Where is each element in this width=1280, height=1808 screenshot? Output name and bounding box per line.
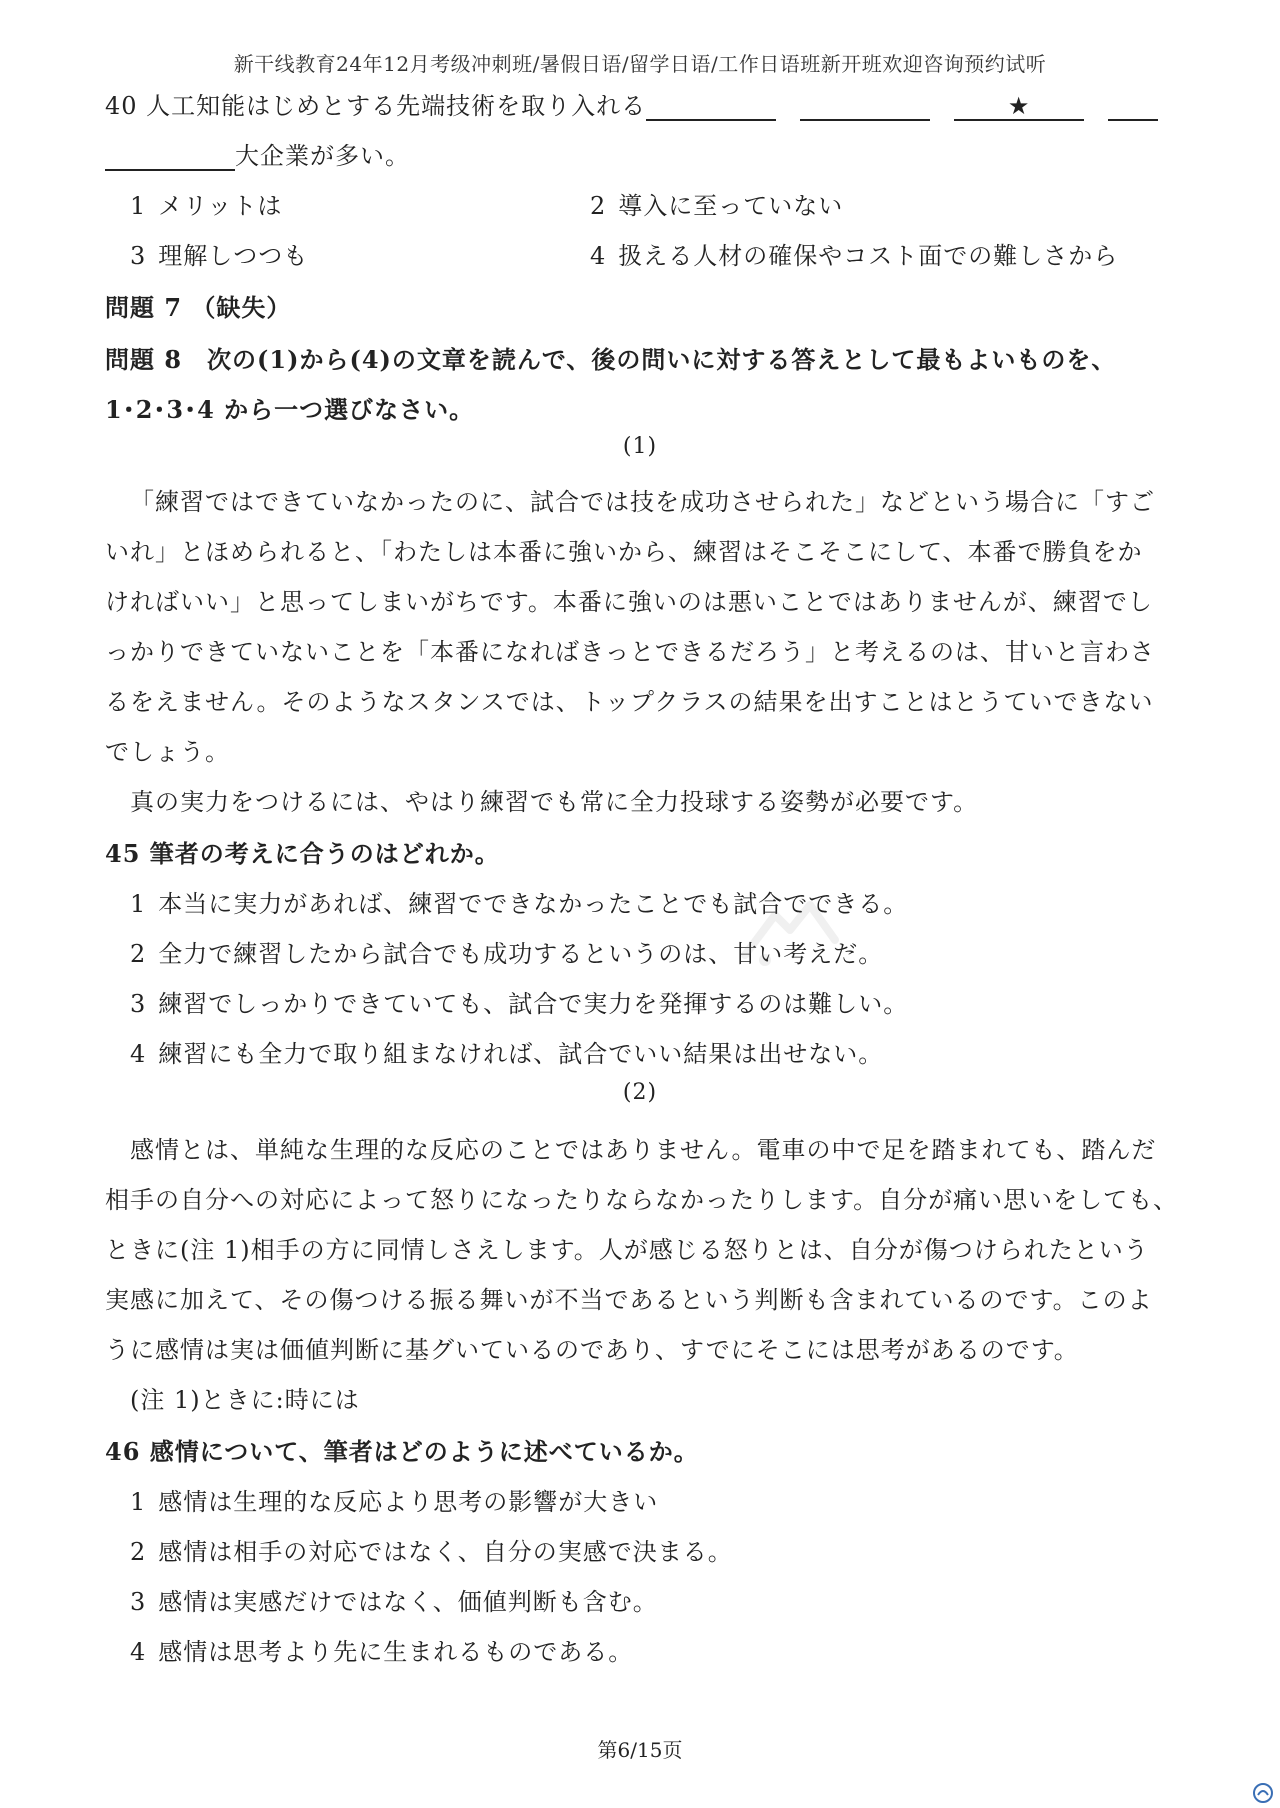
mondai7-heading: 問題 7 （缺失） [105, 293, 292, 322]
q40-blank-2 [800, 93, 930, 121]
q40-tail-line [105, 136, 410, 171]
passage1-line-2: いれ」とほめられると、「わたしは本番に強いから、練習はそこそこにして、本番で勝負をか [105, 538, 1143, 566]
corner-logo-icon [1252, 1782, 1274, 1804]
passage2-line-2: 相手の自分への対応によって怒りになったりならなかったりします。自分が痛い思いをしても、 [105, 1186, 1179, 1214]
q46-option-4: 4 感情は思考より先に生まれるものである。 [130, 1638, 634, 1666]
passage2-note: (注 1)ときに:時には [130, 1386, 360, 1414]
q46-stem: 46 感情について、筆者はどのように述べているか。 [105, 1437, 699, 1466]
q40-stem-line [105, 86, 1158, 121]
q40-option-4: 4 扱える人材の確保やコスト面での難しさから [590, 242, 1119, 270]
passage1-line-7: 真の実力をつけるには、やはり練習でも常に全力投球する姿勢が必要です。 [130, 788, 979, 816]
passage1-line-1: 「練習ではできていなかったのに、試合では技を成功させられた」などという場合に「すご [130, 488, 1155, 516]
passage1-line-5: るをえません。そのようなスタンスでは、トップクラスの結果を出すことはとうていできない [105, 688, 1154, 716]
q46-option-1: 1 感情は生理的な反応より思考の影響が大きい [130, 1488, 659, 1516]
q45-option-2: 2 全力で練習したから試合でも成功するというのは、甘い考えだ。 [130, 940, 884, 968]
q45-option-4: 4 練習にも全力で取り組まなければ、試合でいい結果は出せない。 [130, 1040, 884, 1068]
q40-blank-star [954, 93, 1084, 121]
mondai8-instruction-1: 問題 8 次の(1)から(4)の文章を読んで、後の問いに対する答えとして最もよいものを、 [105, 345, 1117, 374]
mondai8-instruction-2: 1･2･3･4 から一つ選びなさい。 [105, 395, 475, 424]
q40-blank-1 [646, 93, 776, 121]
passage1-label: (1) [622, 434, 658, 459]
passage1-line-4: っかりできていないことを「本番になればきっとできるだろう」と考えるのは、甘いと言わさ [105, 638, 1155, 666]
q40-tail: 大企業が多い。 [235, 142, 410, 170]
q40-stem: 40 人工知能はじめとする先端技術を取り入れる [105, 92, 647, 120]
q46-option-3: 3 感情は実感だけではなく、価値判断も含む。 [130, 1588, 658, 1616]
passage2-line-1: 感情とは、単純な生理的な反応のことではありません。電車の中で足を踏まれても、踏んだ [130, 1136, 1157, 1164]
page-number: 第6/15页 [597, 1738, 683, 1762]
q40-blank-4 [1108, 93, 1158, 121]
passage2-line-4: 実感に加えて、その傷つける振る舞いが不当であるという判断も含まれているのです。このよ [105, 1286, 1153, 1314]
watermark-logo-icon [735, 895, 845, 975]
passage2-line-3: ときに(注 1)相手の方に同情しさえします。人が感じる怒りとは、自分が傷つけられたという [105, 1236, 1149, 1264]
q40-option-2: 2 導入に至っていない [590, 192, 844, 220]
passage1-line-6: でしょう。 [105, 738, 230, 766]
q45-option-3: 3 練習でしっかりできていても、試合で実力を発揮するのは難しい。 [130, 990, 909, 1018]
star-icon: ★ [1007, 92, 1031, 120]
q46-option-2: 2 感情は相手の対応ではなく、自分の実感で決まる。 [130, 1538, 733, 1566]
passage1-line-3: ければいい」と思ってしまいがちです。本番に強いのは悪いことではありませんが、練習でし [105, 588, 1153, 616]
q45-option-1: 1 本当に実力があれば、練習でできなかったことでも試合でできる。 [130, 890, 909, 918]
q40-option-1: 1 メリットは [130, 192, 283, 220]
q40-blank-5 [105, 143, 235, 171]
page-header: 新干线教育24年12月考级冲刺班/暑假日语/留学日语/工作日语班新开班欢迎咨询预约试听 [233, 52, 1047, 76]
q40-option-3: 3 理解しつつも [130, 242, 309, 270]
passage2-label: (2) [622, 1080, 658, 1105]
passage2-line-5: うに感情は実は価値判断に基グいているのであり、すでにそこには思考があるのです。 [105, 1336, 1079, 1364]
q45-stem: 45 筆者の考えに合うのはどれか。 [105, 839, 500, 868]
